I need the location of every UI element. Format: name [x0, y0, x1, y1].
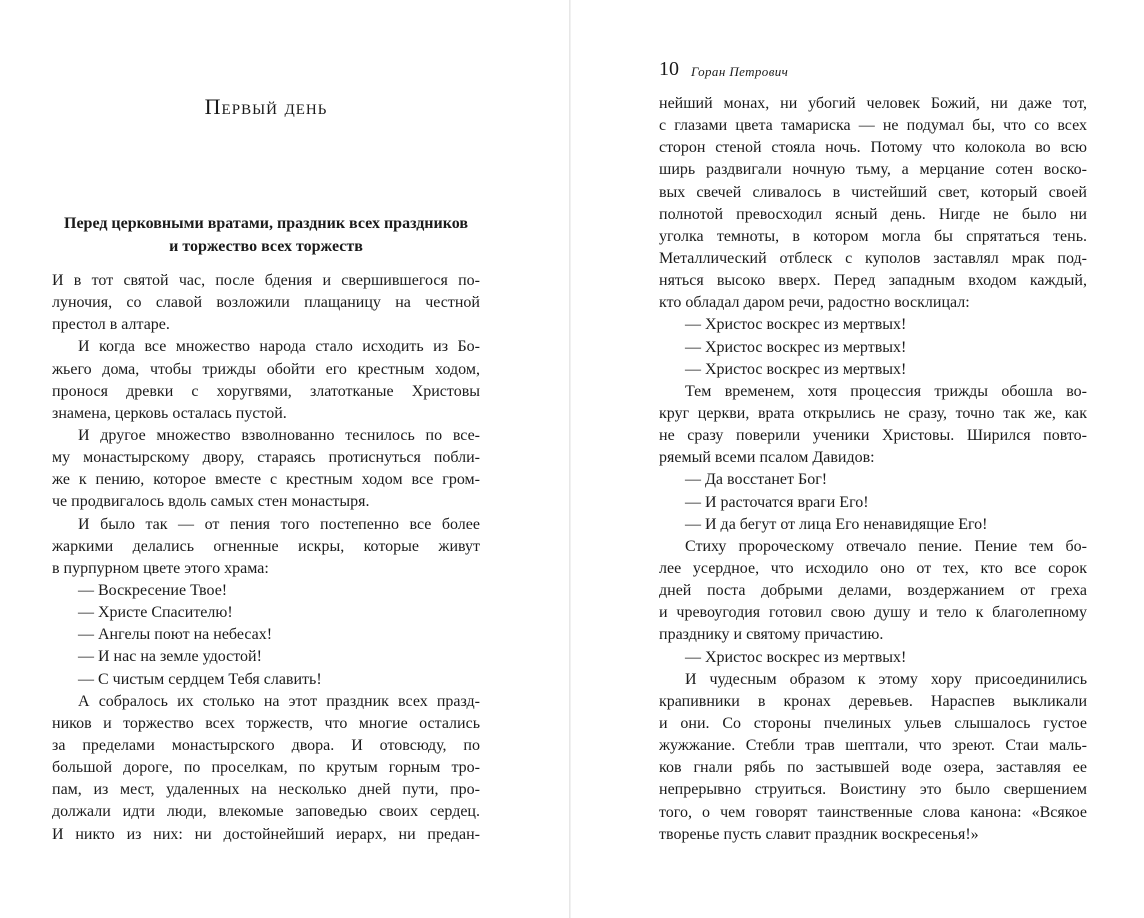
- text-line: че продвигалось вдоль самых стен монастыря.: [52, 493, 370, 511]
- text-line: в пурпурном цвете этого храма:: [52, 559, 269, 577]
- text-line: И в тот святой час, после бдения и свершившегося по-: [52, 272, 480, 289]
- text-line: му монастырскому двору, стараясь протиснуться побли-: [52, 449, 480, 467]
- text-line: И чудесным образом к этому хору присоединились: [685, 670, 1087, 688]
- text-line: жаркими делались огненные искры, которые живут: [52, 537, 480, 555]
- text-line: Стиху пророческому отвечало пение. Пение тем бо-: [685, 537, 1087, 555]
- text-line: с глазами цвета тамариска — не подумал бы, что со всех: [659, 117, 1087, 135]
- text-line: кто обладал даром речи, радостно восклицал:: [659, 294, 970, 312]
- text-line: же к пению, которое вместе с крестным ходом все гром-: [52, 471, 480, 489]
- text-line: уголка темноты, в котором могла бы спрятаться тень.: [659, 227, 1087, 245]
- text-line: жьего дома, чтобы трижды обойти его крестным ходом,: [52, 360, 480, 378]
- text-line: большой дороге, по проселкам, по крутым горным тро-: [52, 759, 480, 777]
- text-line: сторон стеной стояла ночь. Потому что колокола во всю: [659, 139, 1087, 157]
- dialogue-line: — С чистым сердцем Тебя славить!: [78, 670, 322, 688]
- left-page: [0, 0, 570, 918]
- text-line: Тем временем, хотя процессия трижды обошла во-: [685, 382, 1087, 400]
- text-line: знамена, церковь осталась пустой.: [52, 404, 287, 422]
- dialogue-line: — И да бегут от лица Его ненавидящие Его!: [685, 515, 988, 533]
- text-line: лее усердное, что исходило оно от тех, кто все сорок: [659, 559, 1087, 577]
- text-line: И когда все множество народа стало исходить из Бо-: [78, 338, 480, 356]
- text-line: ников и торжество всех торжеств, что многие остались: [52, 714, 480, 732]
- text-line: И никто из них: ни достойнейший иерарх, ни предан-: [52, 825, 480, 843]
- right-page: [571, 0, 1144, 918]
- section-title: [52, 212, 480, 258]
- text-line: луночия, со славой возложили плащаницу на честной: [52, 294, 480, 312]
- text-line: и они. Со стороны пчелиных ульев слышалось густое: [659, 714, 1087, 732]
- chapter-title: Первый день: [204, 94, 328, 119]
- text-line: творенье пусть славит праздник воскресенья!»: [659, 825, 979, 843]
- text-line: празднику и святому причастию.: [659, 626, 884, 644]
- dialogue-line: — Христос воскрес из мертвых!: [685, 648, 907, 666]
- dialogue-line: — Ангелы поют на небесах!: [78, 626, 273, 644]
- page-number: 10: [659, 58, 679, 80]
- text-line: непрерывно струиться. Воистину это было свершением: [659, 781, 1087, 799]
- text-line: И другое множество взволнованно теснилось по все-: [78, 426, 480, 444]
- dialogue-line: — Христос воскрес из мертвых!: [685, 316, 907, 334]
- running-head: [659, 56, 1089, 84]
- text-line: вых свечей сливалось в чистейший свет, который своей: [659, 183, 1087, 201]
- text-line: А собралось их столько на этот праздник всех празд-: [78, 692, 480, 710]
- text-line: и чревоугодия готовил свою душу и тело к благолепному: [659, 604, 1087, 622]
- text-line: нейший монах, ни убогий человек Божий, ни даже тот,: [659, 95, 1087, 112]
- dialogue-line: — Христос воскрес из мертвых!: [685, 338, 907, 356]
- text-line: Металлический отблеск с куполов заставлял мрак под-: [659, 249, 1087, 267]
- text-line: за пределами монастырского двора. И отовсюду, по: [52, 736, 480, 754]
- text-line: И было так — от пения того постепенно все более: [78, 515, 480, 533]
- text-line: не сразу поверили ученики Христовы. Ширился повто-: [659, 427, 1087, 445]
- text-line: няться высоко вверх. Перед западным входом каждый,: [659, 272, 1087, 290]
- text-line: полнотой превосходил ясный день. Нигде не было ни: [659, 205, 1087, 223]
- text-line: жужжание. Стебли трав шептали, что зреют. Стаи маль-: [659, 737, 1087, 755]
- text-line: дней поста добрыми делами, воздержанием от греха: [659, 582, 1087, 600]
- text-line: ряемый всеми псалом Давидов:: [659, 449, 875, 467]
- section-title-line: Перед церковными вратами, праздник всех праздников: [64, 215, 468, 232]
- text-line: престол в алтаре.: [52, 316, 170, 334]
- text-line: ширь раздвигали ночную тьму, а мерцание сотен воско-: [659, 161, 1087, 179]
- dialogue-line: — Воскресение Твое!: [78, 581, 228, 599]
- author-name: Горан Петрович: [691, 64, 789, 79]
- text-line: ков гнали рябь по застывшей воде озера, заставляя ее: [659, 759, 1087, 777]
- section-title-line: и торжество всех торжеств: [169, 238, 363, 255]
- text-line: должали идти люди, влекомые заповедью своих сердец.: [52, 803, 480, 821]
- dialogue-line: — И нас на земле удостой!: [78, 648, 262, 666]
- text-line: крапивники в кронах деревьев. Нараспев выкликали: [659, 692, 1087, 710]
- text-line: того, о чем говорят таинственные слова канона: «Всякое: [659, 803, 1087, 821]
- dialogue-line: — Христе Спасителю!: [78, 604, 233, 622]
- text-line: пронося древки с хоругвями, златотканые Христовы: [52, 382, 480, 400]
- dialogue-line: — Да восстанет Бог!: [685, 471, 828, 489]
- left-body-text: [52, 270, 480, 846]
- text-line: круг церкви, врата открылись не сразу, точно так же, как: [659, 404, 1087, 422]
- dialogue-line: — И расточатся враги Его!: [685, 493, 869, 511]
- right-body-text: [659, 93, 1087, 846]
- text-line: пам, из мест, удаленных на несколько дней пути, про-: [52, 781, 480, 799]
- dialogue-line: — Христос воскрес из мертвых!: [685, 360, 907, 378]
